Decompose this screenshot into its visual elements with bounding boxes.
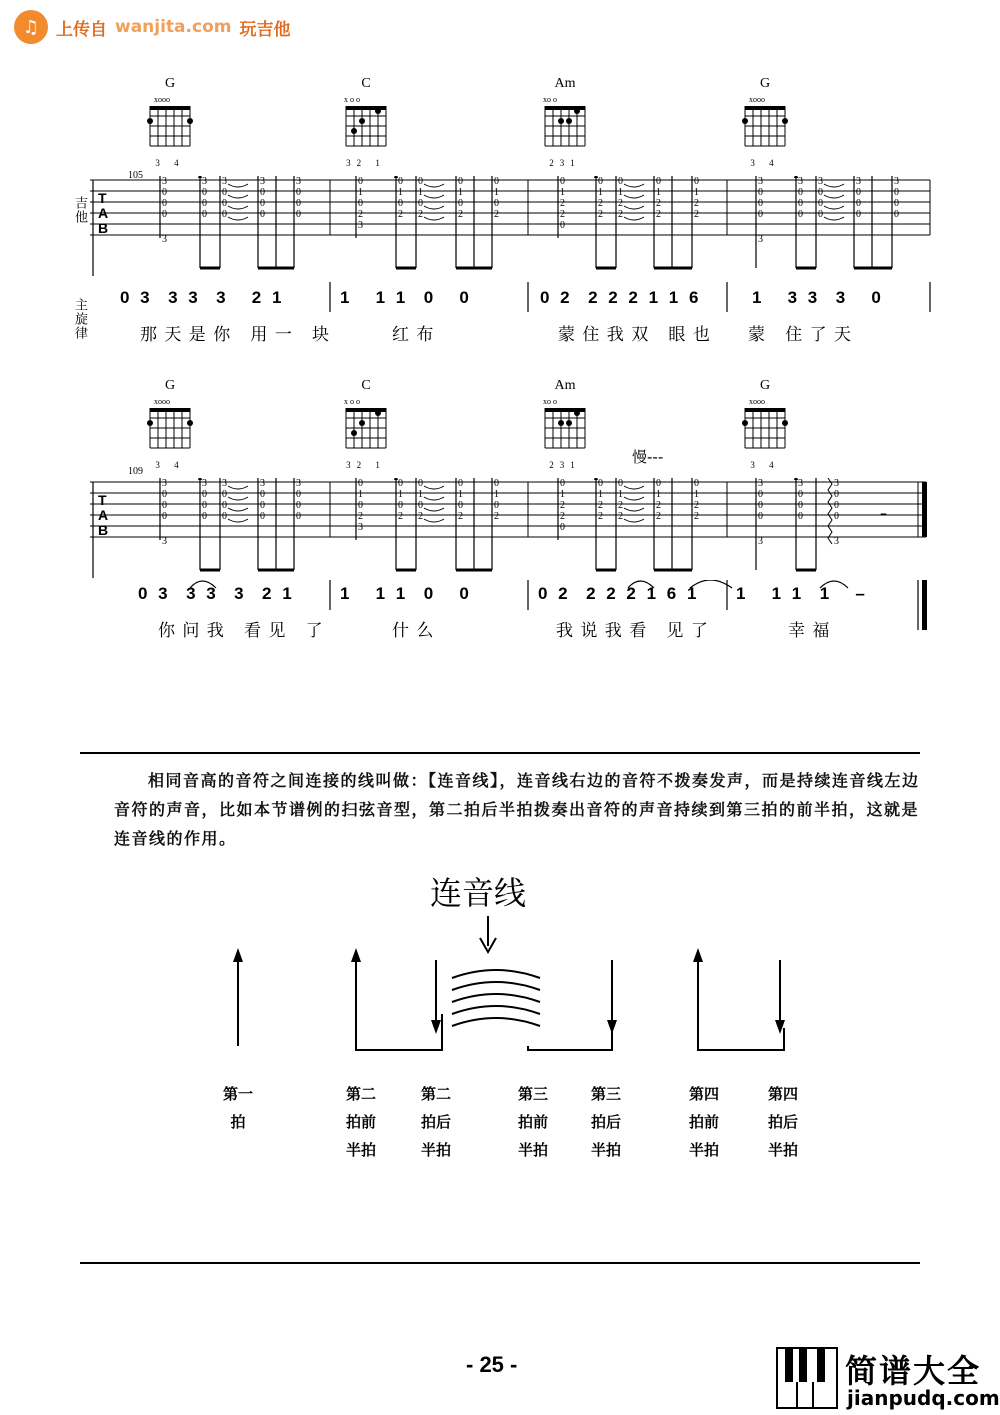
svg-text:3: 3 (818, 176, 823, 187)
svg-text:0: 0 (458, 176, 463, 187)
svg-text:0: 0 (296, 511, 301, 522)
chord-grid-icon (336, 92, 396, 154)
svg-text:0: 0 (458, 198, 463, 209)
svg-text:0: 0 (296, 187, 301, 198)
svg-text:3: 3 (202, 176, 207, 187)
svg-text:3: 3 (222, 478, 227, 489)
svg-text:0: 0 (222, 209, 227, 220)
svg-text:2: 2 (560, 198, 565, 209)
svg-text:T: T (98, 190, 107, 206)
svg-text:0: 0 (856, 187, 861, 198)
svg-text:1: 1 (694, 489, 699, 500)
svg-text:0: 0 (398, 176, 403, 187)
chord-diagram (535, 76, 595, 168)
svg-text:0: 0 (818, 187, 823, 198)
svg-text:1: 1 (358, 489, 363, 500)
chord-fingering: 3 4 (155, 158, 185, 168)
svg-text:3: 3 (894, 176, 899, 187)
svg-text:A: A (98, 205, 109, 221)
lyric-line: 什 么 (392, 621, 435, 641)
svg-text:0: 0 (260, 500, 265, 511)
lyric-line: 我 说 我 看 见 了 (556, 621, 709, 641)
svg-text:0: 0 (296, 198, 301, 209)
page-number: - 25 - (466, 1352, 518, 1377)
jianpu-measure: 0 3 3 3 3 2 1 (120, 288, 285, 307)
chord-name: G (164, 378, 176, 393)
svg-text:0: 0 (618, 478, 623, 489)
svg-text:0: 0 (618, 176, 623, 187)
chord-fingering: 32 1 (346, 460, 386, 470)
svg-text:2: 2 (656, 500, 661, 511)
svg-text:2: 2 (458, 209, 463, 220)
svg-text:3: 3 (798, 478, 803, 489)
svg-text:0: 0 (458, 478, 463, 489)
svg-text:0: 0 (656, 478, 661, 489)
svg-text:0: 0 (202, 209, 207, 220)
svg-text:3: 3 (834, 478, 839, 489)
svg-text:3: 3 (798, 176, 803, 187)
chord-grid-icon (140, 394, 200, 456)
svg-text:0: 0 (418, 176, 423, 187)
svg-text:0: 0 (222, 511, 227, 522)
site-logo-icon: ♫ (14, 10, 48, 44)
svg-text:0: 0 (758, 500, 763, 511)
svg-text:0: 0 (856, 209, 861, 220)
svg-text:0: 0 (894, 198, 899, 209)
svg-text:3: 3 (758, 478, 763, 489)
svg-text:0: 0 (856, 198, 861, 209)
svg-text:3: 3 (260, 478, 265, 489)
svg-text:3: 3 (260, 176, 265, 187)
svg-text:1: 1 (494, 187, 499, 198)
svg-text:1: 1 (398, 187, 403, 198)
chord-fingering: 32 1 (346, 158, 386, 168)
svg-text:0: 0 (260, 198, 265, 209)
svg-text:1: 1 (618, 187, 623, 198)
svg-text:1: 1 (418, 489, 423, 500)
svg-text:3: 3 (202, 478, 207, 489)
svg-text:0: 0 (758, 511, 763, 522)
lyric-line: 那 天 是 你 用 一 块 (140, 325, 331, 345)
chord-name: Am (554, 378, 576, 393)
chord-fingering: 231 (549, 460, 581, 470)
tempo-marking: 慢--- (632, 448, 664, 466)
svg-text:2: 2 (618, 209, 623, 220)
svg-text:1: 1 (656, 489, 661, 500)
explanation-text: 相同音高的音符之间连接的线叫做：【连音线】，连音线右边的音符不拨奏发声，而是持续连音线左边音符的声音，比如本节谱例的扫弦音型，第二拍后半拍拨奏出音符的声音持续到第三拍的前半拍，这就是连音线的作用。 (114, 771, 920, 848)
beat-label: 第三拍前半拍 (518, 1085, 549, 1159)
svg-text:xooo: xooo (154, 397, 170, 406)
svg-text:0: 0 (222, 500, 227, 511)
svg-text:B: B (98, 220, 109, 236)
jianpu-measure: 0 2 2 2 2 1 6 1 (538, 584, 700, 603)
svg-text:0: 0 (758, 198, 763, 209)
svg-text:2: 2 (598, 209, 603, 220)
svg-text:0: 0 (798, 198, 803, 209)
svg-text:0: 0 (398, 478, 403, 489)
svg-text:0: 0 (494, 500, 499, 511)
svg-text:3: 3 (162, 478, 167, 489)
svg-text:0: 0 (494, 176, 499, 187)
svg-text:0: 0 (560, 220, 565, 231)
svg-text:2: 2 (694, 500, 699, 511)
svg-text:3: 3 (162, 234, 167, 245)
svg-text:0: 0 (758, 489, 763, 500)
svg-text:T: T (98, 492, 107, 508)
svg-text:0: 0 (162, 198, 167, 209)
svg-text:0: 0 (202, 187, 207, 198)
svg-text:0: 0 (222, 187, 227, 198)
svg-text:0: 0 (358, 198, 363, 209)
svg-text:0: 0 (798, 500, 803, 511)
lyric-line: 蒙 住 我 双 眼 也 (558, 325, 711, 345)
chord-grid-icon (336, 394, 396, 456)
chord-diagram (336, 378, 396, 470)
svg-text:2: 2 (560, 511, 565, 522)
beat-label: 第二拍前半拍 (346, 1085, 377, 1159)
svg-text:2: 2 (494, 511, 499, 522)
svg-text:0: 0 (222, 489, 227, 500)
svg-text:3: 3 (758, 536, 763, 547)
svg-text:0: 0 (418, 198, 423, 209)
lyric-line: 红 布 (392, 325, 435, 345)
svg-text:0: 0 (560, 176, 565, 187)
measure-number: 109 (128, 466, 143, 477)
svg-text:0: 0 (398, 198, 403, 209)
svg-text:2: 2 (694, 209, 699, 220)
svg-text:2: 2 (398, 209, 403, 220)
chord-name: G (164, 76, 176, 91)
svg-text:0: 0 (798, 187, 803, 198)
svg-text:0: 0 (798, 209, 803, 220)
jianpu-measure: 0 3 3 3 3 2 1 (138, 584, 295, 603)
lyric-line: 幸 福 (788, 621, 831, 641)
svg-text:–: – (880, 506, 887, 522)
svg-text:2: 2 (598, 198, 603, 209)
svg-text:0: 0 (260, 187, 265, 198)
tab-staff (90, 176, 935, 276)
svg-text:3: 3 (834, 536, 839, 547)
svg-text:1: 1 (618, 489, 623, 500)
jianpu-measure: 0 2 2 2 2 1 1 6 (540, 288, 702, 307)
svg-text:0: 0 (358, 478, 363, 489)
svg-text:A: A (98, 507, 109, 523)
svg-text:1: 1 (598, 187, 603, 198)
svg-text:0: 0 (260, 489, 265, 500)
chord-name: C (361, 378, 371, 393)
watermark-site: 上传自 (56, 19, 107, 40)
svg-text:0: 0 (458, 500, 463, 511)
chord-name: C (361, 76, 371, 91)
svg-text:0: 0 (260, 209, 265, 220)
svg-text:2: 2 (656, 198, 661, 209)
svg-text:2: 2 (618, 500, 623, 511)
beat-label: 第四拍前半拍 (689, 1085, 720, 1159)
jianpu-measure: 1 1 1 0 0 (340, 584, 472, 603)
svg-text:3: 3 (296, 176, 301, 187)
svg-text:2: 2 (560, 209, 565, 220)
staff-label-guitar: 吉他 (72, 196, 87, 224)
svg-text:0: 0 (418, 500, 423, 511)
svg-text:3: 3 (758, 234, 763, 245)
svg-text:0: 0 (598, 176, 603, 187)
svg-text:0: 0 (202, 198, 207, 209)
svg-text:1: 1 (560, 187, 565, 198)
divider-bottom (80, 1262, 920, 1264)
svg-text:2: 2 (418, 511, 423, 522)
chord-fingering: 3 4 (155, 460, 185, 470)
svg-text:0: 0 (358, 176, 363, 187)
watermark-url: wanjita.com (115, 17, 232, 37)
svg-text:0: 0 (162, 500, 167, 511)
svg-text:2: 2 (358, 209, 363, 220)
svg-text:0: 0 (798, 511, 803, 522)
svg-text:3: 3 (358, 522, 363, 533)
svg-text:0: 0 (758, 209, 763, 220)
svg-text:xo o: xo o (543, 95, 557, 104)
diagram-title: 连音线 (430, 874, 527, 912)
svg-text:2: 2 (560, 500, 565, 511)
chord-name: Am (554, 76, 576, 91)
watermark-brand: 玩吉他 (239, 19, 291, 40)
chord-fingering: 3 4 (750, 158, 780, 168)
svg-text:x o o: x o o (344, 95, 360, 104)
svg-text:0: 0 (834, 511, 839, 522)
staff-label-melody: 主旋律 (72, 298, 87, 340)
chord-diagram (735, 76, 795, 168)
svg-text:0: 0 (162, 489, 167, 500)
watermark (14, 10, 290, 44)
jianpu-measure: 1 3 3 3 0 (752, 288, 884, 307)
svg-text:0: 0 (358, 500, 363, 511)
svg-text:1: 1 (458, 489, 463, 500)
chord-grid-icon (140, 92, 200, 154)
svg-text:0: 0 (834, 489, 839, 500)
beat-label: 第三拍后半拍 (591, 1085, 622, 1159)
brand-title: 简谱大全 (845, 1352, 982, 1390)
chord-diagram (535, 378, 595, 470)
svg-text:2: 2 (398, 511, 403, 522)
svg-text:1: 1 (656, 187, 661, 198)
svg-text:0: 0 (494, 198, 499, 209)
svg-text:0: 0 (162, 187, 167, 198)
svg-text:0: 0 (202, 500, 207, 511)
svg-text:0: 0 (656, 176, 661, 187)
svg-text:3: 3 (358, 220, 363, 231)
svg-text:1: 1 (418, 187, 423, 198)
svg-text:2: 2 (418, 209, 423, 220)
svg-text:0: 0 (260, 511, 265, 522)
svg-text:0: 0 (296, 489, 301, 500)
svg-text:0: 0 (818, 209, 823, 220)
svg-text:1: 1 (560, 489, 565, 500)
svg-text:0: 0 (834, 500, 839, 511)
svg-text:2: 2 (494, 209, 499, 220)
jianpu-measure: 1 1 1 0 0 (340, 288, 472, 307)
svg-text:3: 3 (222, 176, 227, 187)
svg-text:2: 2 (656, 209, 661, 220)
svg-text:0: 0 (418, 478, 423, 489)
chord-grid-icon (735, 394, 795, 456)
svg-text:2: 2 (598, 511, 603, 522)
svg-text:1: 1 (358, 187, 363, 198)
chord-fingering: 231 (549, 158, 581, 168)
svg-text:0: 0 (894, 187, 899, 198)
svg-text:0: 0 (598, 478, 603, 489)
svg-text:0: 0 (560, 522, 565, 533)
svg-text:0: 0 (894, 209, 899, 220)
svg-text:x o o: x o o (344, 397, 360, 406)
beat-label: 第一拍 (223, 1085, 254, 1131)
chord-diagram (735, 378, 795, 470)
svg-text:0: 0 (162, 511, 167, 522)
beat-label: 第二拍后半拍 (421, 1085, 452, 1159)
brand-logo (775, 1346, 1000, 1410)
chord-grid-icon (535, 394, 595, 456)
svg-text:B: B (98, 522, 109, 538)
measure-number: 105 (128, 170, 143, 181)
svg-text:0: 0 (818, 198, 823, 209)
svg-text:0: 0 (694, 478, 699, 489)
svg-text:1: 1 (494, 489, 499, 500)
beat-label: 第四拍后半拍 (768, 1085, 799, 1159)
tab-staff (90, 478, 935, 578)
svg-text:xooo: xooo (749, 95, 765, 104)
lyric-line: 你 问 我 看 见 了 (158, 621, 324, 641)
svg-text:xooo: xooo (154, 95, 170, 104)
chord-grid-icon (735, 92, 795, 154)
chord-fingering: 3 4 (750, 460, 780, 470)
svg-text:0: 0 (494, 478, 499, 489)
svg-text:0: 0 (798, 489, 803, 500)
svg-text:2: 2 (358, 511, 363, 522)
svg-text:xooo: xooo (749, 397, 765, 406)
svg-text:xo o: xo o (543, 397, 557, 406)
lyric-line: 蒙 住 了 天 (748, 325, 853, 345)
chord-name: G (759, 76, 771, 91)
chord-grid-icon (535, 92, 595, 154)
piano-keys-icon (775, 1346, 839, 1410)
svg-text:0: 0 (758, 187, 763, 198)
svg-text:1: 1 (398, 489, 403, 500)
chord-diagram (336, 76, 396, 168)
svg-text:3: 3 (856, 176, 861, 187)
svg-text:1: 1 (598, 489, 603, 500)
jianpu-measure: 1 1 1 1 – (736, 584, 868, 603)
svg-text:3: 3 (162, 536, 167, 547)
svg-text:2: 2 (694, 198, 699, 209)
svg-text:3: 3 (162, 176, 167, 187)
chord-name: G (759, 378, 771, 393)
chord-diagram (140, 76, 200, 168)
divider-top (80, 752, 920, 754)
svg-text:0: 0 (202, 511, 207, 522)
svg-text:2: 2 (618, 198, 623, 209)
svg-text:0: 0 (222, 198, 227, 209)
svg-text:1: 1 (694, 187, 699, 198)
svg-text:2: 2 (618, 511, 623, 522)
svg-text:0: 0 (296, 500, 301, 511)
svg-text:0: 0 (694, 176, 699, 187)
tie-diagram (200, 910, 840, 1080)
svg-text:1: 1 (458, 187, 463, 198)
svg-text:2: 2 (694, 511, 699, 522)
svg-text:0: 0 (398, 500, 403, 511)
chord-diagram (140, 378, 200, 470)
svg-text:0: 0 (202, 489, 207, 500)
svg-text:2: 2 (656, 511, 661, 522)
svg-text:3: 3 (296, 478, 301, 489)
pointer-arrow-icon (480, 916, 496, 952)
svg-text:0: 0 (560, 478, 565, 489)
svg-text:2: 2 (458, 511, 463, 522)
svg-text:2: 2 (598, 500, 603, 511)
svg-text:0: 0 (296, 209, 301, 220)
svg-text:3: 3 (758, 176, 763, 187)
brand-url: jianpudq.com (847, 1386, 1000, 1410)
svg-text:0: 0 (162, 209, 167, 220)
